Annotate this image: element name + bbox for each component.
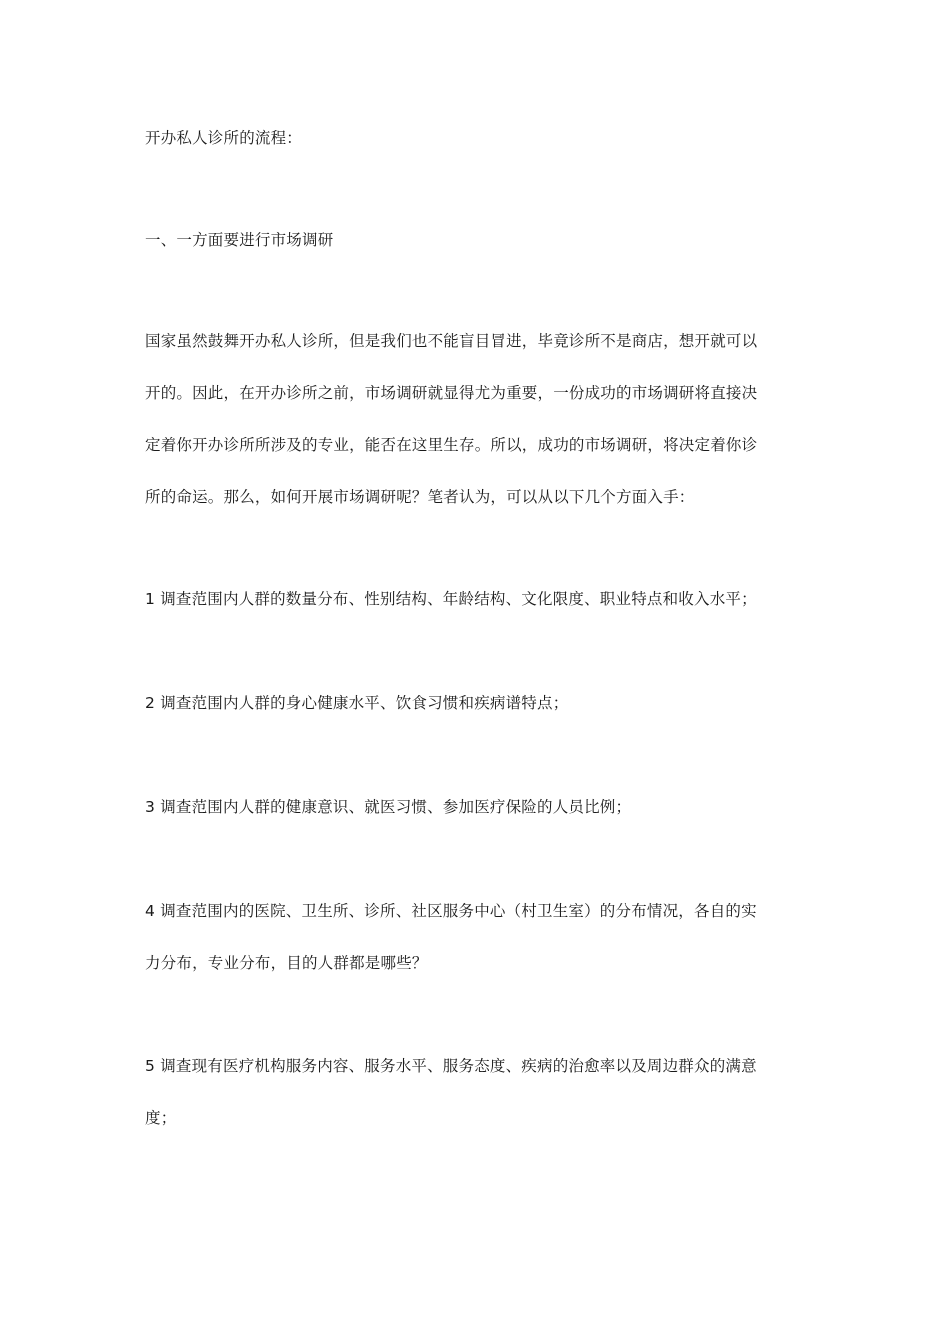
list-item-4: [145, 885, 810, 989]
list-item-line: 5 调查现有医疗机构服务内容、服务水平、服务态度、疾病的治愈率以及周边群众的满意: [145, 1057, 757, 1075]
list-item-3: 3 调查范围内人群的健康意识、就医习惯、参加医疗保险的人员比例；: [145, 798, 632, 816]
section-heading: 一、一方面要进行市场调研: [145, 231, 334, 249]
list-item-line: 度；: [145, 1109, 177, 1127]
intro-line: 国家虽然鼓舞开办私人诊所，但是我们也不能盲目冒进，毕竟诊所不是商店，想开就可以: [145, 332, 758, 350]
list-item-line: 4 调查范围内的医院、卫生所、诊所、社区服务中心（村卫生室）的分布情况，各自的实: [145, 902, 757, 920]
list-item-1: 1 调查范围内人群的数量分布、性别结构、年龄结构、文化限度、职业特点和收入水平；: [145, 590, 757, 608]
intro-line: 开的。因此，在开办诊所之前，市场调研就显得尤为重要，一份成功的市场调研将直接决: [145, 384, 758, 402]
intro-line: 所的命运。那么，如何开展市场调研呢？笔者认为，可以从以下几个方面入手：: [145, 488, 695, 506]
list-item-2: 2 调查范围内人群的身心健康水平、饮食习惯和疾病谱特点；: [145, 694, 569, 712]
intro-paragraph: [145, 315, 810, 523]
list-item-5: [145, 1040, 810, 1144]
document-title: 开办私人诊所的流程：: [145, 129, 303, 147]
intro-line: 定着你开办诊所所涉及的专业，能否在这里生存。所以，成功的市场调研，将决定着你诊: [145, 436, 758, 454]
list-item-line: 力分布，专业分布，目的人群都是哪些？: [145, 954, 428, 972]
